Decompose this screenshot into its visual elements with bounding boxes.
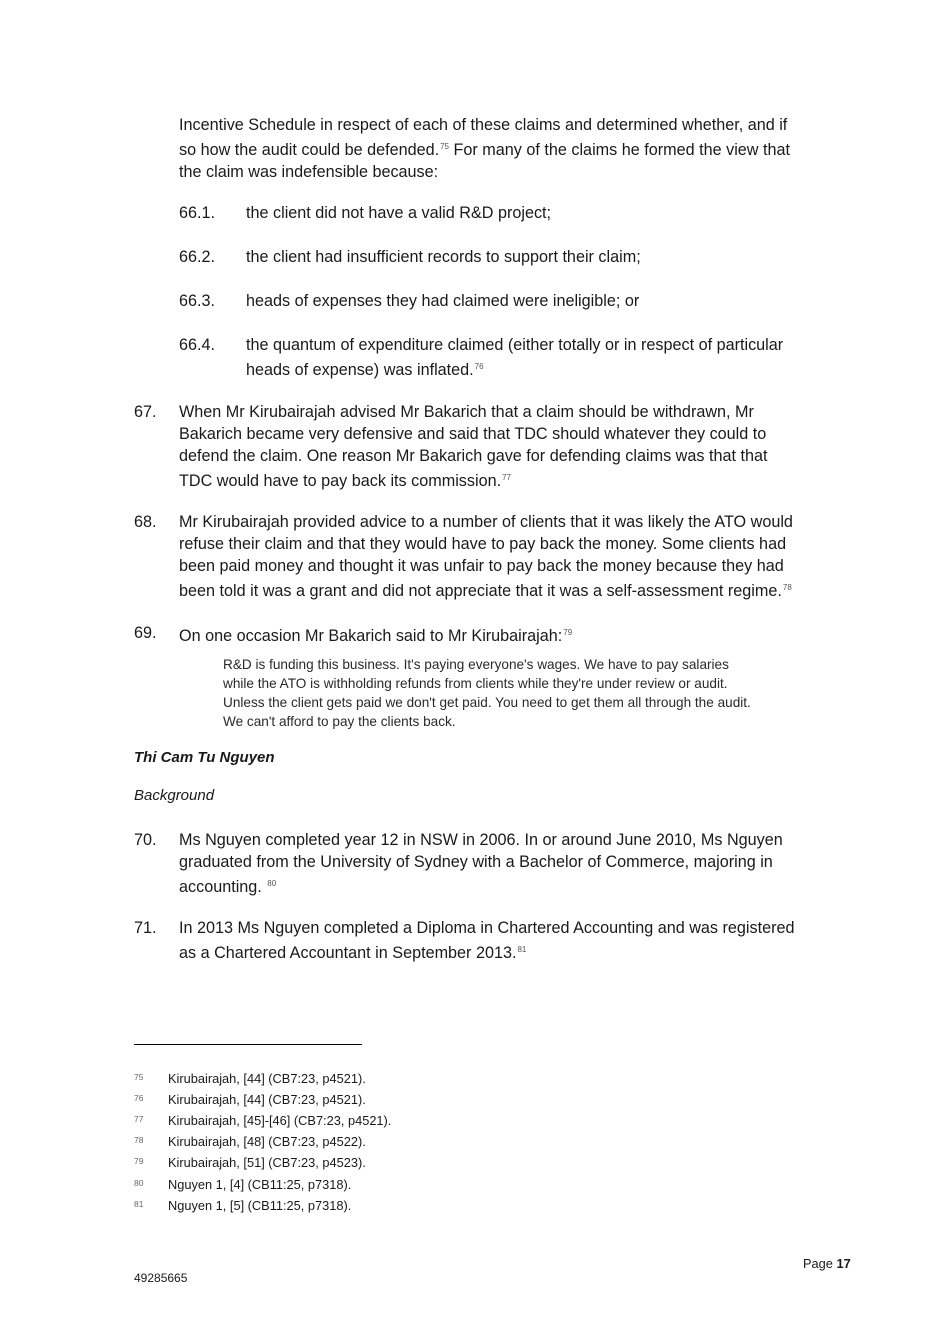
footnote-text: Kirubairajah, [51] (CB7:23, p4523).	[168, 1155, 366, 1170]
list-item-line-1: the quantum of expenditure claimed (either totally or in respect of particular	[246, 336, 784, 354]
footnote-ref-81[interactable]: 81	[517, 945, 527, 954]
paragraph-number: 69.	[134, 624, 157, 642]
paragraph-line-text: as a Chartered Accountant in September 2013.	[179, 944, 517, 962]
page-number	[803, 1256, 851, 1271]
paragraph-69	[134, 622, 854, 647]
paragraph-line: graduated from the University of Sydney with a Bachelor of Commerce, majoring in	[179, 853, 773, 871]
intro-paragraph	[179, 114, 859, 183]
footnote-ref-78[interactable]: 78	[782, 583, 792, 592]
paragraph-line-text: accounting.	[179, 878, 262, 896]
paragraph-line: Mr Kirubairajah provided advice to a number of clients that it was likely the ATO would	[179, 513, 793, 531]
paragraph-line: Bakarich became very defensive and said that TDC should whatever they could to	[179, 425, 767, 443]
footnote-number: 77	[134, 1114, 144, 1124]
subsection-heading: Background	[134, 787, 215, 804]
paragraph-body	[179, 401, 854, 492]
footnote-number: 80	[134, 1178, 144, 1188]
intro-line-1: Incentive Schedule in respect of each of these claims and determined whether, and if	[179, 116, 788, 134]
footnote-ref-79[interactable]: 79	[563, 628, 573, 637]
page-label: Page	[803, 1256, 833, 1271]
list-item-text: the client did not have a valid R&D project;	[246, 204, 552, 222]
footnote-number: 79	[134, 1156, 144, 1166]
paragraph-line-text: been told it was a grant and did not appreciate that it was a self-assessment regime.	[179, 582, 782, 600]
document-id: 49285665	[134, 1271, 188, 1285]
intro-line-2	[179, 136, 859, 161]
footnote-ref-77[interactable]: 77	[502, 473, 511, 482]
paragraph-line	[179, 467, 854, 492]
list-item-text: heads of expenses they had claimed were ineligible; or	[246, 292, 640, 310]
paragraph-line: defend the claim. One reason Mr Bakarich gave for defending claims was that that	[179, 447, 768, 465]
footnote-number: 81	[134, 1199, 144, 1209]
paragraph-68	[134, 511, 864, 602]
footnote-text: Kirubairajah, [45]-[46] (CB7:23, p4521).	[168, 1113, 392, 1128]
footnote-text: Nguyen 1, [5] (CB11:25, p7318).	[168, 1198, 352, 1213]
list-item-line-2-text: heads of expense) was inflated.	[246, 361, 474, 379]
paragraph-body	[179, 622, 854, 647]
paragraph-line	[179, 873, 854, 898]
list-item-line-2	[246, 356, 846, 381]
list-item-number: 66.1.	[179, 204, 216, 222]
paragraph-line: In 2013 Ms Nguyen completed a Diploma in Chartered Accounting and was registered	[179, 919, 795, 937]
footnote-text: Kirubairajah, [44] (CB7:23, p4521).	[168, 1071, 366, 1086]
intro-line-2-b: For many of the claims he formed the view that	[449, 141, 790, 159]
paragraph-number: 67.	[134, 403, 157, 421]
paragraph-70	[134, 829, 854, 898]
paragraph-71	[134, 917, 854, 964]
quote-line: Unless the client gets paid we don't get paid. You need to get them all through the audit.	[223, 695, 751, 710]
footnote-separator	[134, 1044, 362, 1045]
list-item-number: 66.2.	[179, 248, 216, 266]
section-heading: Thi Cam Tu Nguyen	[134, 749, 275, 766]
block-quote	[223, 655, 848, 731]
paragraph-line-text: TDC would have to pay back its commission.	[179, 472, 502, 490]
footnote-ref-76[interactable]: 76	[474, 362, 484, 371]
paragraph-line: Ms Nguyen completed year 12 in NSW in 2006. In or around June 2010, Ms Nguyen	[179, 831, 783, 849]
paragraph-line	[179, 577, 864, 602]
paragraph-line	[179, 939, 854, 964]
footnote-text: Kirubairajah, [44] (CB7:23, p4521).	[168, 1092, 366, 1107]
footnote-number: 75	[134, 1072, 144, 1082]
footnote-text: Kirubairajah, [48] (CB7:23, p4522).	[168, 1134, 366, 1149]
paragraph-line-text: On one occasion Mr Bakarich said to Mr Kirubairajah:	[179, 627, 563, 645]
paragraph-body	[179, 829, 854, 898]
quote-line: We can't afford to pay the clients back.	[223, 714, 456, 729]
paragraph-67	[134, 401, 854, 492]
intro-line-3: the claim was indefensible because:	[179, 163, 439, 181]
quote-line: while the ATO is withholding refunds from clients while they're under review or audit.	[223, 676, 728, 691]
list-item-number: 66.3.	[179, 292, 216, 310]
list-item-number: 66.4.	[179, 336, 216, 354]
footnote-number: 78	[134, 1135, 144, 1145]
paragraph-line: been paid money and thought it was unfair to pay back the money because they had	[179, 557, 784, 575]
footnote-number: 76	[134, 1093, 144, 1103]
page-number-value: 17	[836, 1256, 851, 1271]
list-item-text: the client had insufficient records to support their claim;	[246, 248, 641, 266]
footnote-ref-75[interactable]: 75	[440, 142, 450, 151]
list-item-text	[246, 334, 846, 381]
quote-line: R&D is funding this business. It's paying everyone's wages. We have to pay salaries	[223, 657, 729, 672]
paragraph-line: refuse their claim and that they would have to pay back the money. Some clients had	[179, 535, 787, 553]
paragraph-number: 70.	[134, 831, 157, 849]
footnote-ref-80[interactable]: 80	[267, 879, 277, 888]
paragraph-body	[179, 917, 854, 964]
paragraph-body	[179, 511, 864, 602]
footnote-text: Nguyen 1, [4] (CB11:25, p7318).	[168, 1177, 352, 1192]
paragraph-number: 71.	[134, 919, 157, 937]
paragraph-number: 68.	[134, 513, 157, 531]
intro-line-2-a: so how the audit could be defended.	[179, 141, 440, 159]
paragraph-line: When Mr Kirubairajah advised Mr Bakarich that a claim should be withdrawn, Mr	[179, 403, 754, 421]
